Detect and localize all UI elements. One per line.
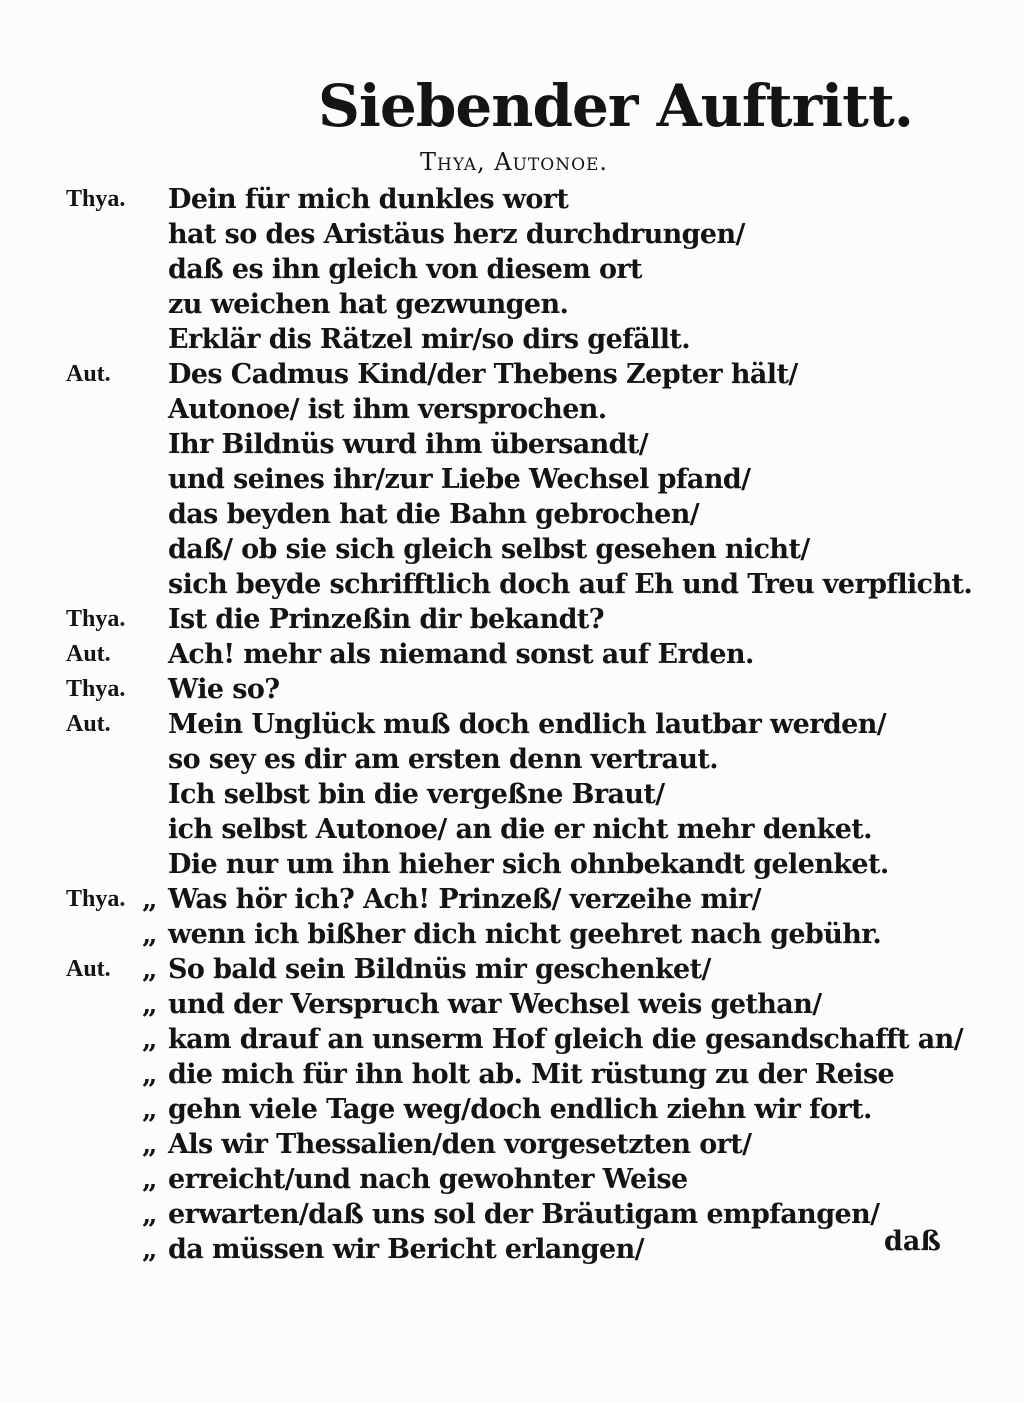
dialogue-line: [0, 217, 1024, 252]
dialogue-line: [0, 252, 1024, 287]
quote-mark: „: [142, 1234, 158, 1265]
dialogue-lines: [0, 182, 1024, 1267]
verse-text: Ich selbst bin die vergeßne Braut/: [168, 779, 665, 810]
verse-text: Autonoe/ ist ihm versprochen.: [168, 394, 607, 425]
quote-mark: „: [142, 1094, 158, 1125]
verse-text: erwarten/daß uns sol der Bräutigam empfangen/: [168, 1199, 880, 1230]
verse-text: Ist die Prinzeßin dir bekandt?: [168, 604, 604, 635]
verse-text: Ihr Bildnüs wurd ihm übersandt/: [168, 429, 649, 460]
verse-text: Mein Unglück muß doch endlich lautbar werden/: [168, 709, 887, 740]
dialogue-line: [0, 1127, 1024, 1162]
dialogue-line: [0, 462, 1024, 497]
dialogue-line: [0, 287, 1024, 322]
catchword: daß: [884, 1226, 941, 1257]
verse-text: Erklär dis Rätzel mir/so dirs gefällt.: [168, 324, 691, 355]
dialogue-line: [0, 182, 1024, 217]
speaker-label: Aut.: [66, 361, 111, 387]
dialogue-line: [0, 357, 1024, 392]
quote-mark: „: [142, 1129, 158, 1160]
dialogue-line: [0, 427, 1024, 462]
dialogue-line: [0, 497, 1024, 532]
verse-text: So bald sein Bildnüs mir geschenket/: [168, 954, 711, 985]
speaker-label: Thya.: [66, 186, 126, 212]
verse-text: Was hör ich? Ach! Prinzeß/ verzeihe mir/: [168, 884, 761, 915]
dialogue-line: [0, 322, 1024, 357]
quote-mark: „: [142, 1024, 158, 1055]
verse-text: und der Verspruch war Wechsel weis gethan/: [168, 989, 822, 1020]
dialogue-line: [0, 1232, 1024, 1267]
verse-text: und seines ihr/zur Liebe Wechsel pfand/: [168, 464, 751, 495]
quote-mark: „: [142, 989, 158, 1020]
verse-text: das beyden hat die Bahn gebrochen/: [168, 499, 700, 530]
dialogue-line: [0, 777, 1024, 812]
dialogue-line: [0, 1022, 1024, 1057]
verse-text: kam drauf an unserm Hof gleich die gesandschafft an/: [168, 1024, 963, 1055]
verse-text: daß/ ob sie sich gleich selbst gesehen nicht/: [168, 534, 810, 565]
speaker-label: Aut.: [66, 641, 111, 667]
speaker-label: Thya.: [66, 606, 126, 632]
dialogue-line: [0, 637, 1024, 672]
speaker-label: Aut.: [66, 711, 111, 737]
dialogue-line: [0, 1197, 1024, 1232]
quote-mark: „: [142, 1164, 158, 1195]
speaker-label: Thya.: [66, 676, 126, 702]
dialogue-line: [0, 602, 1024, 637]
verse-text: Wie so?: [168, 674, 280, 705]
quote-mark: „: [142, 919, 158, 950]
speaker-label: Aut.: [66, 956, 111, 982]
dialogue-line: [0, 1057, 1024, 1092]
quote-mark: „: [142, 954, 158, 985]
verse-text: so sey es dir am ersten denn vertraut.: [168, 744, 719, 775]
speaker-label: Thya.: [66, 886, 126, 912]
verse-text: Als wir Thessalien/den vorgesetzten ort/: [168, 1129, 752, 1160]
dialogue-line: [0, 532, 1024, 567]
verse-text: Ach! mehr als niemand sonst auf Erden.: [168, 639, 754, 670]
dialogue-line: [0, 917, 1024, 952]
dialogue-line: [0, 952, 1024, 987]
verse-text: erreicht/und nach gewohnter Weise: [168, 1164, 688, 1195]
verse-text: da müssen wir Bericht erlangen/: [168, 1234, 644, 1265]
scene-title: Siebender Auftritt.: [318, 72, 913, 140]
verse-text: gehn viele Tage weg/doch endlich ziehn wir fort.: [168, 1094, 872, 1125]
verse-text: daß es ihn gleich von diesem ort: [168, 254, 642, 285]
quote-mark: „: [142, 1199, 158, 1230]
cast-list: Thya, Autonoe.: [420, 148, 609, 176]
verse-text: hat so des Aristäus herz durchdrungen/: [168, 219, 745, 250]
dialogue-line: [0, 812, 1024, 847]
dialogue-line: [0, 1162, 1024, 1197]
verse-text: die mich für ihn holt ab. Mit rüstung zu der Reise: [168, 1059, 895, 1090]
dialogue-line: [0, 567, 1024, 602]
dialogue-line: [0, 847, 1024, 882]
verse-text: zu weichen hat gezwungen.: [168, 289, 569, 320]
dialogue-line: [0, 1092, 1024, 1127]
verse-text: Des Cadmus Kind/der Thebens Zepter hält/: [168, 359, 798, 390]
verse-text: ich selbst Autonoe/ an die er nicht mehr denket.: [168, 814, 872, 845]
dialogue-line: [0, 742, 1024, 777]
verse-text: sich beyde schrifftlich doch auf Eh und Treu verpflicht.: [168, 569, 973, 600]
verse-text: Die nur um ihn hieher sich ohnbekandt gelenket.: [168, 849, 889, 880]
dialogue-line: [0, 882, 1024, 917]
verse-text: wenn ich bißher dich nicht geehret nach gebühr.: [168, 919, 882, 950]
quote-mark: „: [142, 884, 158, 915]
dialogue-line: [0, 707, 1024, 742]
quote-mark: „: [142, 1059, 158, 1090]
dialogue-line: [0, 987, 1024, 1022]
dialogue-line: [0, 392, 1024, 427]
verse-text: Dein für mich dunkles wort: [168, 184, 569, 215]
dialogue-line: [0, 672, 1024, 707]
